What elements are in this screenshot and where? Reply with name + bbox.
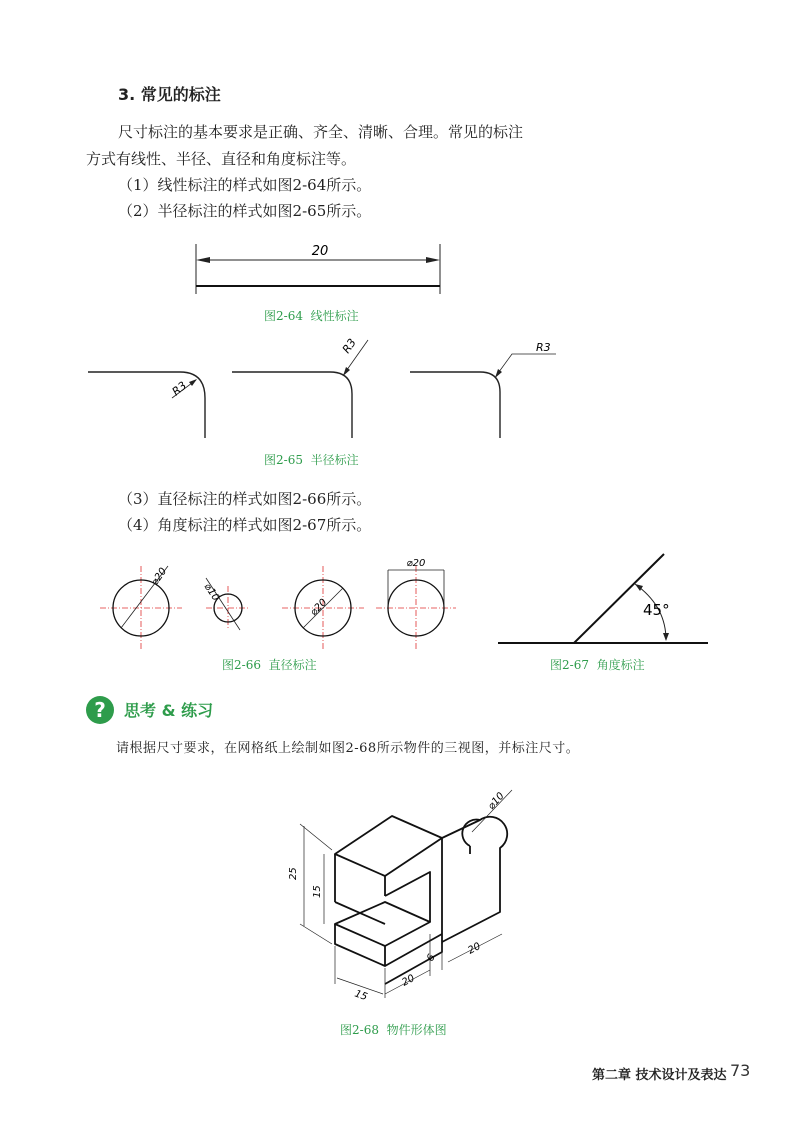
object-outline	[335, 816, 507, 984]
radius-label-3: R3	[536, 341, 551, 354]
radius-label-1: R3	[169, 378, 190, 399]
dim-20-a: 20	[400, 972, 417, 989]
dim-15-height: 15	[312, 885, 323, 898]
figure-radius-dimension	[80, 336, 580, 446]
caption-fig-2-67: 图2-67 角度标注	[550, 658, 645, 672]
diameter-label-3: ⌀20	[308, 597, 330, 619]
intro-item-3: （3）直径标注的样式如图2-66所示。	[118, 490, 372, 508]
caption-fig-2-68: 图2-68 物件形体图	[340, 1023, 447, 1037]
figure-linear-dimension	[180, 236, 460, 302]
caption-fig-2-64: 图2-64 线性标注	[264, 309, 359, 323]
dim-25: 25	[288, 867, 299, 880]
section-title: 3. 常见的标注	[118, 85, 221, 104]
think-title: 思考 & 练习	[124, 701, 214, 720]
page-number: 73	[730, 1061, 751, 1080]
caption-fig-2-66: 图2-66 直径标注	[222, 658, 317, 672]
radius-label-2: R3	[339, 336, 359, 356]
figure-isometric-object	[280, 784, 530, 1004]
diameter-label-2: ⌀10	[201, 581, 222, 604]
dim-phi10: ⌀10	[486, 790, 507, 813]
exercise-text: 请根据尺寸要求，在网格纸上绘制如图2-68所示物件的三视图，并标注尺寸。	[116, 741, 580, 756]
angle-label: 45°	[643, 601, 670, 619]
figure-diameter-dimension	[86, 554, 466, 654]
diameter-label-1: ⌀20	[149, 566, 170, 588]
dim-20-b: 20	[466, 940, 483, 957]
footer-chapter: 第二章 技术设计及表达	[592, 1068, 727, 1083]
intro-line-1: 尺寸标注的基本要求是正确、齐全、清晰、合理。常见的标注	[118, 123, 524, 141]
diameter-label-4: ⌀20	[406, 558, 426, 569]
dim-15-width: 15	[352, 988, 369, 1004]
intro-item-2: （2）半径标注的样式如图2-65所示。	[118, 202, 372, 220]
question-icon: ?	[86, 696, 114, 724]
intro-item-4: （4）角度标注的样式如图2-67所示。	[118, 516, 372, 534]
figure-angle-dimension	[490, 548, 720, 652]
dim-6: 6	[425, 952, 438, 964]
intro-item-1: （1）线性标注的样式如图2-64所示。	[118, 176, 372, 194]
linear-dim-text: 20	[311, 244, 329, 259]
intro-line-2: 方式有线性、半径、直径和角度标注等。	[86, 150, 357, 168]
caption-fig-2-65: 图2-65 半径标注	[264, 453, 359, 467]
